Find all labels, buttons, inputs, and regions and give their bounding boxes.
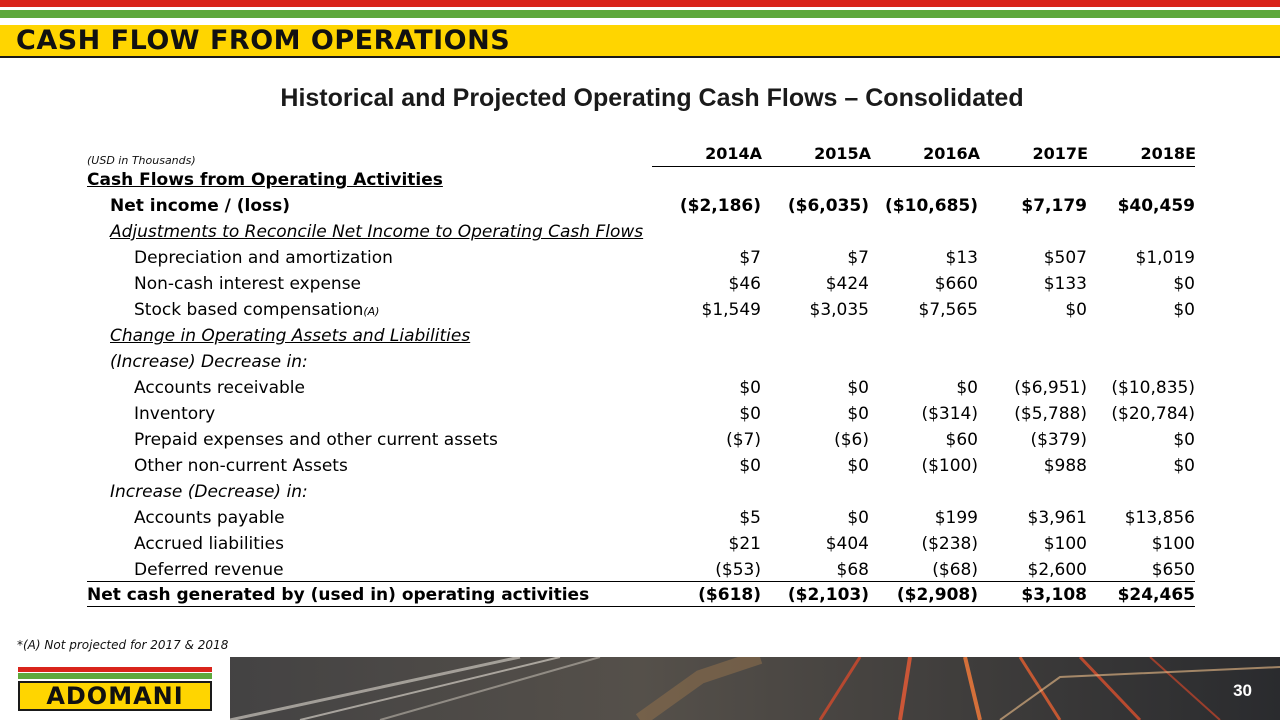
cell-2017e: ($6,951) bbox=[1014, 378, 1087, 398]
cell-2016a: ($68) bbox=[932, 560, 978, 580]
row-label-wrapper bbox=[134, 297, 379, 325]
cell-2015a: $7 bbox=[847, 248, 869, 268]
cell-2017e: $100 bbox=[1043, 534, 1087, 554]
cell-2018e: $1,019 bbox=[1135, 248, 1195, 268]
logo-green-stripe bbox=[18, 673, 212, 679]
table-row-other-non-current-assets bbox=[0, 453, 1280, 479]
cell-2015a: $0 bbox=[847, 456, 869, 476]
cell-2017e: ($379) bbox=[1030, 430, 1087, 450]
cell-2014a: $0 bbox=[739, 378, 761, 398]
cell-2014a: $21 bbox=[728, 534, 761, 554]
column-header-2015a: 2015A bbox=[814, 144, 871, 163]
table-row-depreciation bbox=[0, 245, 1280, 271]
cell-2016a: ($238) bbox=[921, 534, 978, 554]
table-row-stock-compensation bbox=[0, 297, 1280, 323]
cell-2015a: $3,035 bbox=[809, 300, 869, 320]
cell-2017e: $2,600 bbox=[1027, 560, 1087, 580]
cell-2017e: $507 bbox=[1043, 248, 1087, 268]
row-label: Net cash generated by (used in) operating activities bbox=[87, 585, 590, 605]
cell-2016a: $0 bbox=[956, 378, 978, 398]
cell-2015a: ($6) bbox=[834, 430, 869, 450]
cell-2016a: $60 bbox=[945, 430, 978, 450]
cell-2018e: $40,459 bbox=[1117, 196, 1195, 216]
table-row-accounts-receivable bbox=[0, 375, 1280, 401]
cell-2015a: ($6,035) bbox=[787, 196, 869, 216]
table-row-net-income bbox=[0, 193, 1280, 219]
cell-2017e: ($5,788) bbox=[1014, 404, 1087, 424]
cell-2018e: $650 bbox=[1151, 560, 1195, 580]
company-logo: ADOMANI bbox=[46, 682, 184, 710]
row-label: Accounts receivable bbox=[134, 378, 305, 398]
cell-2016a: ($2,908) bbox=[896, 585, 978, 605]
cell-2016a: ($314) bbox=[921, 404, 978, 424]
row-label: Cash Flows from Operating Activities bbox=[87, 170, 443, 190]
cell-2016a: $13 bbox=[945, 248, 978, 268]
cell-2015a: ($2,103) bbox=[787, 585, 869, 605]
header-red-stripe bbox=[0, 0, 1280, 7]
cell-2014a: $7 bbox=[739, 248, 761, 268]
cell-2015a: $0 bbox=[847, 378, 869, 398]
column-header-2014a: 2014A bbox=[705, 144, 762, 163]
row-label: Non-cash interest expense bbox=[134, 274, 362, 294]
footer-banner bbox=[0, 657, 1280, 720]
table-row-deferred-revenue bbox=[0, 557, 1280, 583]
cell-2018e: ($20,784) bbox=[1111, 404, 1195, 424]
cell-2014a: ($7) bbox=[726, 430, 761, 450]
units-note: (USD in Thousands) bbox=[87, 154, 196, 167]
row-label: Adjustments to Reconcile Net Income to Operating Cash Flows bbox=[110, 222, 644, 242]
column-header-2017e: 2017E bbox=[1032, 144, 1088, 163]
table-row-net-cash-total bbox=[0, 582, 1280, 608]
cell-2017e: $133 bbox=[1043, 274, 1087, 294]
cell-2018e: $0 bbox=[1173, 274, 1195, 294]
column-header-2018e: 2018E bbox=[1140, 144, 1196, 163]
cell-2016a: ($10,685) bbox=[885, 196, 978, 216]
cell-2014a: ($53) bbox=[715, 560, 761, 580]
header-green-stripe bbox=[0, 10, 1280, 18]
row-label: Accrued liabilities bbox=[134, 534, 284, 554]
logo-red-stripe bbox=[18, 667, 212, 672]
row-label: Inventory bbox=[134, 404, 216, 424]
row-label: Change in Operating Assets and Liabilities bbox=[110, 326, 471, 346]
cell-2014a: $46 bbox=[728, 274, 761, 294]
table-row-accrued-liabilities bbox=[0, 531, 1280, 557]
row-label: Accounts payable bbox=[134, 508, 285, 528]
cell-2018e: $100 bbox=[1151, 534, 1195, 554]
cell-2018e: $0 bbox=[1173, 300, 1195, 320]
cell-2018e: $24,465 bbox=[1117, 585, 1195, 605]
table-row-inventory bbox=[0, 401, 1280, 427]
row-label: Depreciation and amortization bbox=[134, 248, 393, 268]
table-row-prepaid-expenses bbox=[0, 427, 1280, 453]
table-row-non-cash-interest bbox=[0, 271, 1280, 297]
table-row-increase-heading bbox=[0, 479, 1280, 505]
cell-2016a: $7,565 bbox=[918, 300, 978, 320]
row-label: Increase (Decrease) in: bbox=[110, 482, 308, 502]
logo-panel bbox=[0, 657, 230, 720]
cell-2014a: $0 bbox=[739, 456, 761, 476]
row-label: Other non-current Assets bbox=[134, 456, 348, 476]
row-label: (Increase) Decrease in: bbox=[110, 352, 308, 372]
page-title: CASH FLOW FROM OPERATIONS bbox=[16, 25, 511, 56]
cell-2018e: $13,856 bbox=[1124, 508, 1195, 528]
cell-2016a: ($100) bbox=[921, 456, 978, 476]
cell-2018e: ($10,835) bbox=[1111, 378, 1195, 398]
cell-2017e: $3,108 bbox=[1021, 585, 1087, 605]
cell-2016a: $199 bbox=[934, 508, 978, 528]
column-header-2016a: 2016A bbox=[923, 144, 980, 163]
title-bar bbox=[0, 25, 1280, 58]
row-label: Stock based compensation bbox=[134, 300, 364, 320]
row-label: Deferred revenue bbox=[134, 560, 284, 580]
row-label: Prepaid expenses and other current assets bbox=[134, 430, 498, 450]
cell-2018e: $0 bbox=[1173, 430, 1195, 450]
cell-2015a: $0 bbox=[847, 404, 869, 424]
table-row-change-heading bbox=[0, 323, 1280, 349]
table-row-section-heading bbox=[0, 167, 1280, 193]
table-row-adjustments-heading bbox=[0, 219, 1280, 245]
footnote: *(A) Not projected for 2017 & 2018 bbox=[17, 638, 229, 652]
cell-2017e: $0 bbox=[1065, 300, 1087, 320]
cell-2016a: $660 bbox=[934, 274, 978, 294]
cell-2014a: ($2,186) bbox=[679, 196, 761, 216]
cell-2017e: $3,961 bbox=[1027, 508, 1087, 528]
footnote-marker: (A) bbox=[363, 305, 380, 318]
cell-2015a: $404 bbox=[825, 534, 869, 554]
page-number: 30 bbox=[1233, 681, 1252, 700]
cell-2015a: $424 bbox=[825, 274, 869, 294]
cell-2015a: $68 bbox=[836, 560, 869, 580]
cell-2017e: $7,179 bbox=[1021, 196, 1087, 216]
cell-2014a: $1,549 bbox=[701, 300, 761, 320]
cell-2014a: $0 bbox=[739, 404, 761, 424]
cell-2014a: $5 bbox=[739, 508, 761, 528]
cell-2017e: $988 bbox=[1043, 456, 1087, 476]
table-row-increase-decrease-heading bbox=[0, 349, 1280, 375]
cell-2018e: $0 bbox=[1173, 456, 1195, 476]
table-row-accounts-payable bbox=[0, 505, 1280, 531]
cell-2015a: $0 bbox=[847, 508, 869, 528]
total-bottom-rule bbox=[87, 606, 1195, 607]
row-label: Net income / (loss) bbox=[110, 196, 291, 216]
cell-2014a: ($618) bbox=[698, 585, 761, 605]
table-subtitle: Historical and Projected Operating Cash Flows – Consolidated bbox=[280, 84, 1024, 112]
